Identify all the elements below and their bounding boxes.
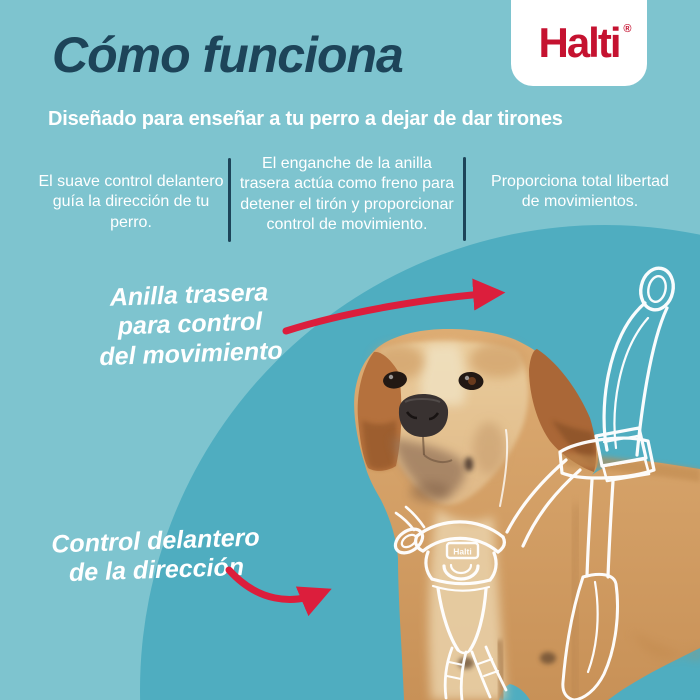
harness-tag-label: Halti	[453, 546, 472, 557]
column-divider	[228, 158, 231, 242]
feature-freedom: Proporciona total libertad de movimientos.	[491, 173, 669, 211]
column-divider	[463, 157, 466, 241]
brand-logo	[511, 0, 647, 86]
brand-logo-text	[538, 19, 630, 66]
registered-trademark-icon: ®	[623, 23, 630, 35]
page-subtitle: Diseñado para enseñar a tu perro a dejar de dar tirones	[48, 108, 563, 130]
annotation-front-control: Control delantero de la dirección	[50, 523, 261, 588]
brand-logo-wordmark: Halti	[538, 19, 620, 66]
annotation-rear-ring: Anilla trasera para control del movimiento	[98, 278, 284, 371]
feature-rear-ring-brake: El enganche de la anilla trasera actúa como freno para detener el tirón y proporcionar control de movimiento.	[239, 155, 455, 233]
dog-body	[354, 329, 700, 700]
feature-front-control: El suave control delantero guía la dirección de tu perro.	[38, 173, 224, 231]
page-title: Cómo funciona	[52, 27, 403, 83]
